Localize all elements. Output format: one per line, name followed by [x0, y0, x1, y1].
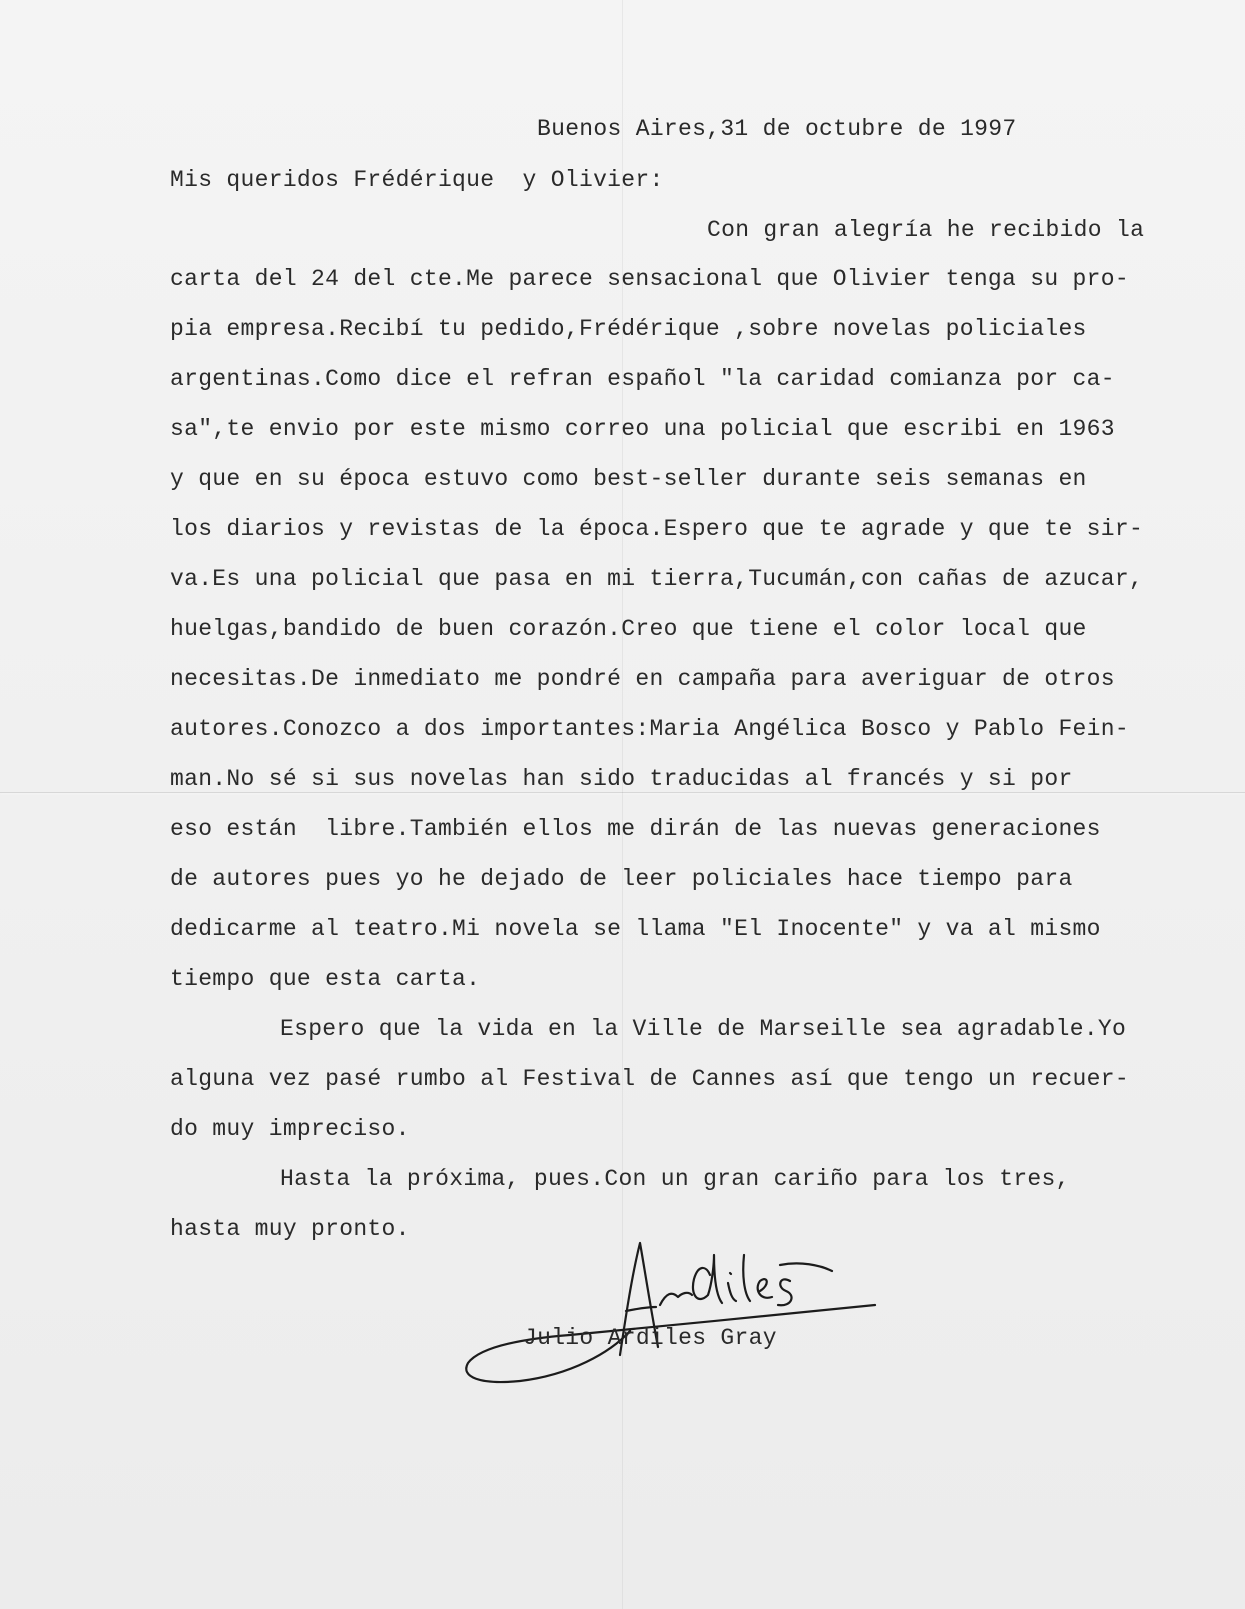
body-line: alguna vez pasé rumbo al Festival de Cannes así que tengo un recuer- — [170, 1066, 1129, 1092]
body-line: Hasta la próxima, pues.Con un gran cariño para los tres, — [280, 1166, 1070, 1192]
letter-salutation: Mis queridos Frédérique y Olivier: — [170, 167, 664, 193]
body-line: man.No sé si sus novelas han sido traducidas al francés y si por — [170, 766, 1073, 792]
body-line: autores.Conozco a dos importantes:Maria Angélica Bosco y Pablo Fein- — [170, 716, 1129, 742]
body-line: carta del 24 del cte.Me parece sensacional que Olivier tenga su pro- — [170, 266, 1129, 292]
body-line: Espero que la vida en la Ville de Marseille sea agradable.Yo — [280, 1016, 1127, 1042]
body-line: do muy impreciso. — [170, 1116, 410, 1142]
body-line: dedicarme al teatro.Mi novela se llama "El Inocente" y va al mismo — [170, 916, 1101, 942]
body-line: hasta muy pronto. — [170, 1216, 410, 1242]
body-line: huelgas,bandido de buen corazón.Creo que tiene el color local que — [170, 616, 1087, 642]
body-line: Con gran alegría he recibido la — [707, 217, 1145, 243]
body-line: los diarios y revistas de la época.Espero que te agrade y que te sir- — [170, 516, 1144, 542]
body-line: va.Es una policial que pasa en mi tierra,Tucumán,con cañas de azucar, — [170, 566, 1144, 592]
typed-signature-name: Julio Ardiles Gray — [523, 1325, 777, 1351]
body-line: sa",te envio por este mismo correo una policial que escribi en 1963 — [170, 416, 1115, 442]
body-line: y que en su época estuvo como best-seller durante seis semanas en — [170, 466, 1087, 492]
body-line: necesitas.De inmediato me pondré en campaña para averiguar de otros — [170, 666, 1115, 692]
body-line: eso están libre.También ellos me dirán de las nuevas generaciones — [170, 816, 1101, 842]
handwritten-signature-image — [460, 1235, 900, 1395]
body-line: pia empresa.Recibí tu pedido,Frédérique ,sobre novelas policiales — [170, 316, 1087, 342]
body-line: de autores pues yo he dejado de leer policiales hace tiempo para — [170, 866, 1073, 892]
body-line: tiempo que esta carta. — [170, 966, 481, 992]
body-line: argentinas.Como dice el refran español "la caridad comianza por ca- — [170, 366, 1115, 392]
letter-date: Buenos Aires,31 de octubre de 1997 — [537, 116, 1017, 142]
